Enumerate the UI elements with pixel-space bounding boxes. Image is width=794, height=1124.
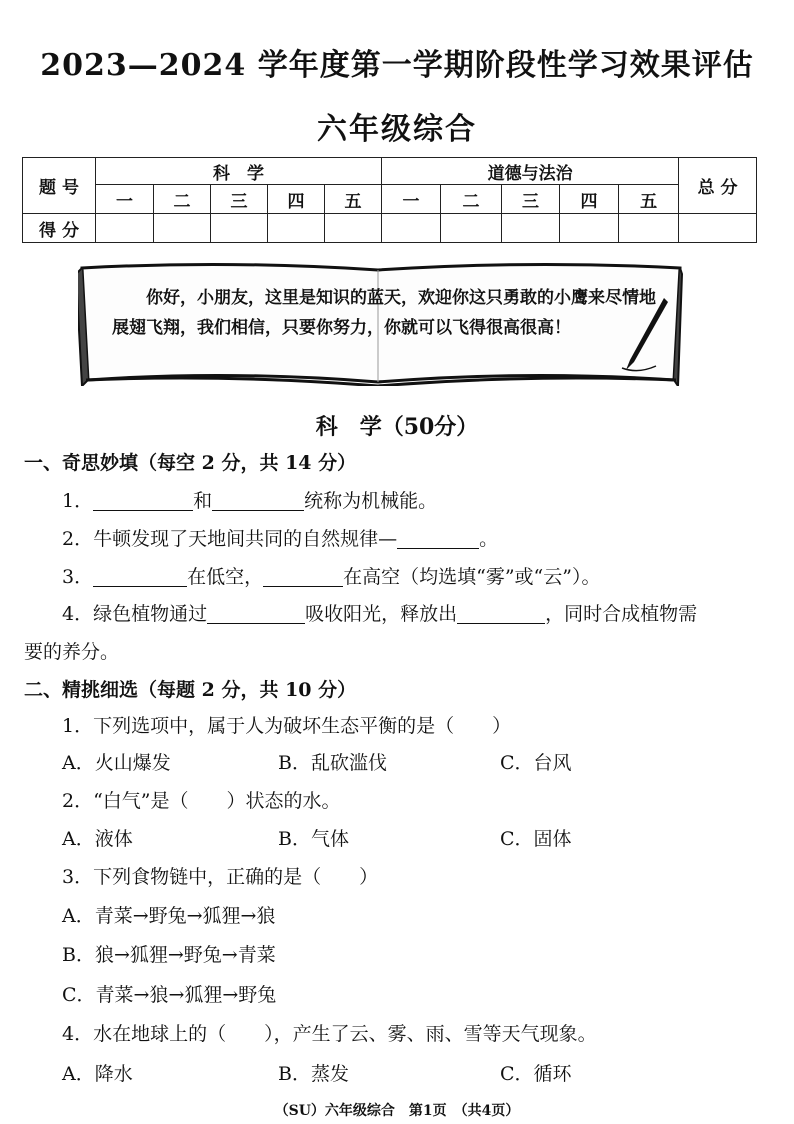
exam-title: 2023—2024 学年度第一学期阶段性学习效果评估 [40, 48, 754, 83]
option-b[interactable]: B．蒸发 [278, 1063, 349, 1085]
option-b[interactable]: B．气体 [278, 828, 349, 850]
fill-question-4-cont: 要的养分。 [24, 641, 120, 663]
score-input-cell[interactable] [154, 214, 211, 243]
morality-col: 一 [382, 185, 441, 214]
choice-question-4: 4．水在地球上的（ ），产生了云、雾、雨、雪等天气现象。 [62, 1023, 597, 1045]
score-input-cell[interactable] [619, 214, 679, 243]
option-a[interactable]: A．青菜→野兔→狐狸→狼 [62, 905, 276, 927]
score-table [22, 157, 757, 243]
score-input-cell[interactable] [382, 214, 441, 243]
tihao-cell: 题 号 [23, 158, 96, 214]
fill-question-3 [62, 562, 600, 589]
option-a[interactable]: A．液体 [62, 828, 133, 850]
q-text: ，同时合成植物需 [545, 603, 698, 625]
science-col: 三 [211, 185, 268, 214]
q-text: 和 [193, 490, 213, 512]
science-col: 四 [268, 185, 325, 214]
q-text: 4．绿色植物通过 [62, 603, 208, 625]
morality-header: 道德与法治 [382, 158, 679, 185]
defen-cell: 得 分 [23, 214, 96, 243]
part2-heading: 二、精挑细选（每题 2 分，共 10 分） [24, 679, 357, 701]
choice-question-3: 3．下列食物链中，正确的是（ ） [62, 866, 379, 888]
morality-col: 五 [619, 185, 679, 214]
answer-blank[interactable] [93, 490, 193, 511]
choice-question-1: 1．下列选项中，属于人为破坏生态平衡的是（ ） [62, 715, 512, 737]
q-text: 。 [479, 528, 499, 550]
morality-col: 四 [560, 185, 619, 214]
fill-question-4 [62, 599, 697, 626]
option-b[interactable]: B．乱砍滥伐 [278, 752, 387, 774]
answer-blank[interactable] [397, 528, 479, 549]
q-number: 1． [62, 490, 94, 512]
score-input-cell[interactable] [560, 214, 619, 243]
morality-col: 二 [441, 185, 502, 214]
score-input-cell[interactable] [325, 214, 382, 243]
q-text: 2．牛顿发现了天地间共同的自然规律— [62, 528, 398, 550]
option-c[interactable]: C．台风 [500, 752, 572, 774]
science-col: 一 [96, 185, 154, 214]
exam-subtitle: 六年级综合 [317, 112, 477, 147]
science-header: 科 学 [96, 158, 382, 185]
morality-col: 三 [502, 185, 560, 214]
option-a[interactable]: A．火山爆发 [62, 752, 171, 774]
science-col: 二 [154, 185, 211, 214]
score-input-cell[interactable] [268, 214, 325, 243]
answer-blank[interactable] [212, 490, 304, 511]
q-text: 统称为机械能。 [304, 490, 438, 512]
answer-blank[interactable] [93, 566, 187, 587]
score-input-cell[interactable] [679, 214, 757, 243]
fill-question-1 [62, 486, 437, 513]
score-input-cell[interactable] [502, 214, 560, 243]
science-col: 五 [325, 185, 382, 214]
q-text: 吸收阳光，释放出 [305, 603, 458, 625]
part1-heading: 一、奇思妙填（每空 2 分，共 14 分） [24, 452, 357, 474]
option-c[interactable]: C．青菜→狼→狐狸→野兔 [62, 984, 277, 1006]
q-text: 在高空（均选填“雾”或“云”）。 [343, 566, 601, 588]
choice-question-2: 2．“白气”是（ ）状态的水。 [62, 790, 341, 812]
q-text: 在低空， [187, 566, 264, 588]
answer-blank[interactable] [207, 603, 305, 624]
science-section-title: 科 学（50分） [315, 414, 479, 440]
score-input-cell[interactable] [211, 214, 268, 243]
score-input-cell[interactable] [441, 214, 502, 243]
page-footer: （SU）六年级综合 第1页 （共4页） [274, 1103, 520, 1119]
option-a[interactable]: A．降水 [62, 1063, 133, 1085]
q-number: 3． [62, 566, 94, 588]
answer-blank[interactable] [263, 566, 343, 587]
fill-question-2 [62, 524, 498, 551]
option-c[interactable]: C．固体 [500, 828, 572, 850]
total-cell: 总 分 [679, 158, 757, 214]
answer-blank[interactable] [457, 603, 545, 624]
option-b[interactable]: B．狼→狐狸→野兔→青菜 [62, 944, 276, 966]
score-input-cell[interactable] [96, 214, 154, 243]
option-c[interactable]: C．循环 [500, 1063, 572, 1085]
greeting-text: 你好，小朋友，这里是知识的蓝天，欢迎你这只勇敢的小鹰来尽情地展翅飞翔，我们相信，只要你努力，你就可以飞得很高很高！ [112, 288, 656, 338]
